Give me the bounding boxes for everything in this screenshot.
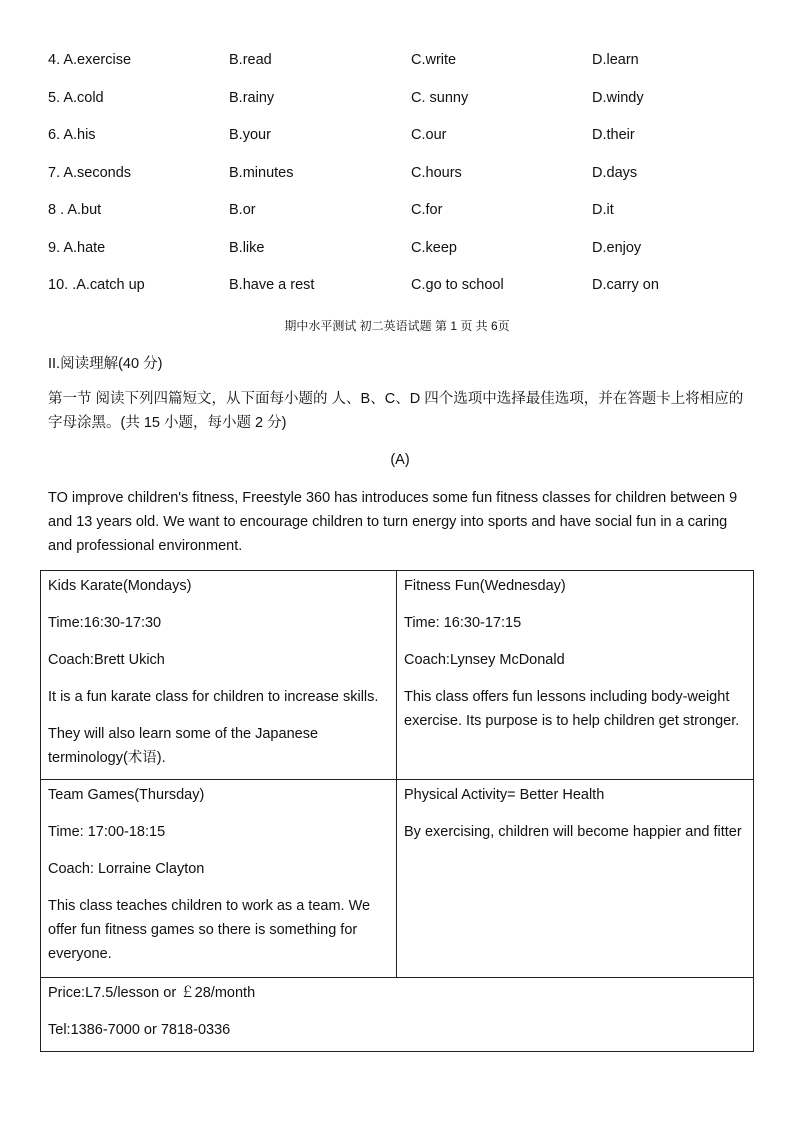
class-title: Fitness Fun(Wednesday): [404, 578, 566, 594]
option-a: 7. A.seconds: [48, 164, 132, 181]
class-schedule-table: [40, 570, 754, 1052]
class-coach: Coach: Lorraine Clayton: [48, 861, 205, 877]
option-b: B.your: [229, 127, 271, 143]
page-footer: 期中水平测试 初二英语试题 第 1 页 共 6页: [284, 319, 510, 333]
option-c: C.go to school: [411, 277, 504, 293]
option-a: 6. A.his: [48, 127, 96, 143]
class-title: Kids Karate(Mondays): [48, 578, 192, 594]
class-time: Time: 17:00-18:15: [48, 824, 166, 840]
class-description: They will also learn some of the Japanese terminology(术语).: [48, 726, 319, 766]
option-a: 10. .A.catch up: [48, 277, 145, 293]
option-c: C.write: [411, 52, 457, 68]
option-b: B.read: [229, 52, 272, 68]
fitness-fun-cell: [397, 571, 754, 780]
option-d: D.it: [592, 202, 614, 218]
option-d: D.days: [592, 164, 638, 181]
passage-intro: TO improve children's fitness, Freestyle 360 has introduces some fun fitness classes for children between 9 and 13 years old. We want to encourage children to turn energy into sports and have social fun in a caring and professional environment.: [48, 490, 738, 554]
price-text: Price:L7.5/lesson or ￡28/month: [48, 985, 256, 1001]
class-description: It is a fun karate class for children to increase skills.: [48, 689, 379, 705]
option-a: 8 . A.but: [48, 202, 102, 218]
option-a: 9. A.hate: [48, 239, 106, 256]
section-instruction: 第一节 阅读下列四篇短文，从下面每小题的 人、B、C、D 四个选项中选择最佳选项，并在答题卡上将相应的字母涂黑。(共 15 小题，每小题 2 分): [48, 391, 744, 431]
passage-label: (A): [390, 452, 410, 468]
option-c: C.for: [411, 202, 443, 218]
multiple-choice-options: [48, 51, 748, 314]
class-coach: Coach:Brett Ukich: [48, 652, 165, 668]
option-a: 5. A.cold: [48, 89, 104, 106]
option-c: C.keep: [411, 239, 457, 256]
class-time: Time: 16:30-17:15: [404, 615, 522, 631]
question-row-7: [48, 164, 748, 202]
option-d: D.learn: [592, 52, 639, 68]
option-c: C.our: [411, 127, 447, 143]
question-row-6: [48, 126, 748, 164]
option-d: D.enjoy: [592, 239, 642, 256]
class-title: Team Games(Thursday): [48, 787, 205, 803]
option-d: D.windy: [592, 89, 644, 106]
contact-price-cell: [41, 978, 754, 1052]
class-coach: Coach:Lynsey McDonald: [404, 652, 565, 668]
option-b: B.or: [229, 202, 256, 218]
question-row-5: [48, 89, 748, 127]
option-d: D.carry on: [592, 277, 659, 293]
tel-text: Tel:1386-7000 or 7818-0336: [48, 1022, 231, 1038]
option-b: B.have a rest: [229, 277, 315, 293]
section-title: II.阅读理解(40 分): [48, 356, 163, 372]
option-c: C.hours: [411, 164, 462, 181]
option-a: 4. A.exercise: [48, 52, 132, 68]
physical-activity-cell: [397, 780, 754, 978]
question-row-9: [48, 239, 748, 277]
class-time: Time:16:30-17:30: [48, 615, 162, 631]
option-c: C. sunny: [411, 89, 469, 106]
question-row-10: [48, 276, 748, 314]
option-d: D.their: [592, 127, 635, 143]
kids-karate-cell: [41, 571, 397, 780]
option-b: B.minutes: [229, 164, 294, 181]
option-b: B.like: [229, 239, 265, 256]
team-games-cell: [41, 780, 397, 978]
cell-description: By exercising, children will become happier and fitter: [404, 824, 742, 840]
option-b: B.rainy: [229, 89, 275, 106]
question-row-8: [48, 201, 748, 239]
class-description: This class teaches children to work as a team. We offer fun fitness games so there is something for everyone.: [48, 898, 371, 962]
cell-title: Physical Activity= Better Health: [404, 787, 605, 803]
class-description: This class offers fun lessons including body-weight exercise. Its purpose is to help children get stronger.: [404, 689, 740, 729]
question-row-4: [48, 51, 748, 89]
